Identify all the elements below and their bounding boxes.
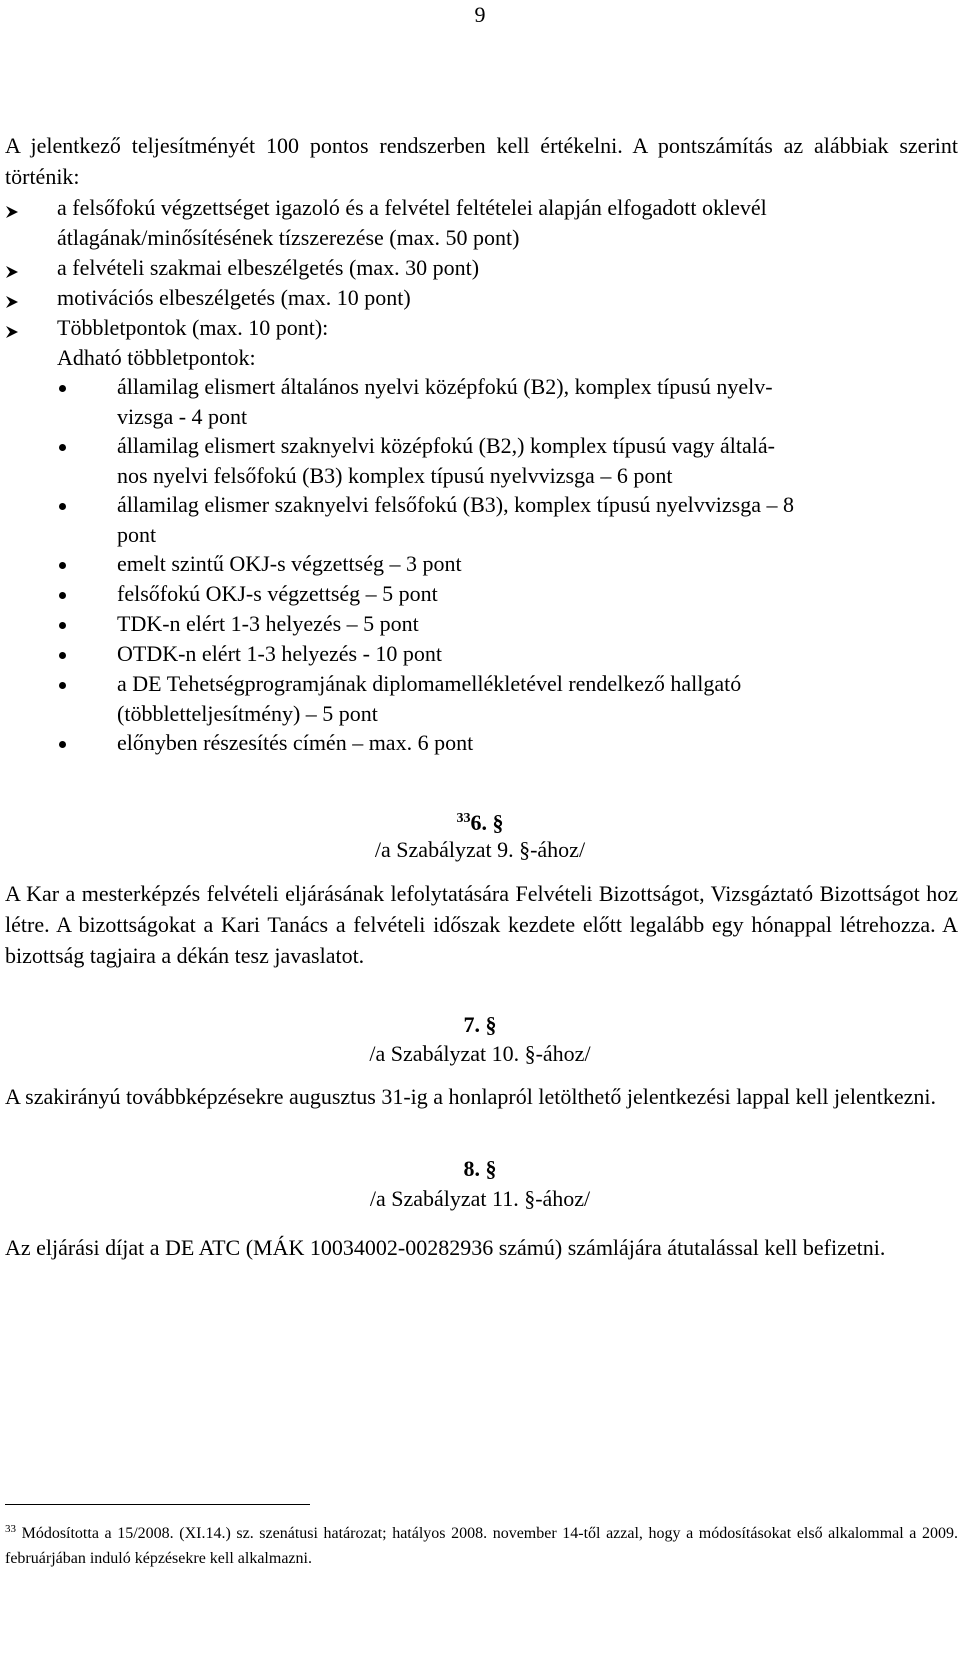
page-number: 9 (474, 2, 486, 27)
extra-line: emelt szintű OKJ-s végzettség – 3 pont (117, 551, 462, 576)
bullet-dot-icon (59, 652, 66, 659)
extra-line: államilag elismer szaknyelvi felsőfokú (B3), komplex típusú nyelvvizsga – 8 (117, 492, 794, 517)
arrow-bullet-icon (5, 205, 19, 219)
extra-line: felsőfokú OKJ-s végzettség – 5 pont (117, 581, 438, 606)
extra-points-heading: Adható többletpontok: (57, 345, 256, 370)
section-reference: /a Szabályzat 9. §-ához/ (374, 837, 586, 862)
extra-line: államilag elismert általános nyelvi középfokú (B2), komplex típusú nyelv- (117, 374, 773, 399)
section-paragraph: A szakirányú továbbképzésekre augusztus 31-ig a honlapról letölthető jelentkezési lappal kell jelentkezni. (5, 1084, 937, 1109)
section-number: 8. § (463, 1156, 497, 1181)
section-number: $^{33}$6. § (456, 810, 504, 835)
section-number: 7. § (463, 1012, 497, 1037)
section-paragraph: A Kar a mesterképzés felvételi eljárásának lefolytatására Felvételi Bizottságot, Vizsgáztató Bizottságot hoz létre. A bizottságokat a Kari Tanács a felvételi időszak kezdete előtt legalább egy hónappal létrehozza. A bizottság tagjaira a dékán tesz javaslatot. (5, 881, 958, 968)
extra-line: pont (117, 522, 157, 547)
bullet-dot-icon (59, 622, 66, 629)
extra-line: vizsga - 4 pont (117, 404, 248, 429)
footnote-text: Módosította a 15/2008. (XI.14.) sz. szenátusi határozat; hatályos 2008. november 14-től azzal, hogy a módosításokat első alkalommal a 2009. februárjában induló képzésekre kell alkalmazni. (5, 1525, 958, 1567)
section-reference: /a Szabályzat 10. §-ához/ (369, 1041, 591, 1066)
criterion-line: motivációs elbeszélgetés (max. 10 pont) (57, 285, 411, 310)
extra-line: államilag elismert szaknyelvi középfokú (B2,) komplex típusú vagy általá- (117, 433, 775, 458)
arrow-bullet-icon (5, 265, 19, 279)
extra-line: a DE Tehetségprogramjának diplomamellékletével rendelkező hallgató (117, 671, 742, 696)
extra-line: TDK-n elért 1-3 helyezés – 5 pont (117, 611, 419, 636)
bullet-dot-icon (59, 562, 66, 569)
intro-paragraph: A jelentkező teljesítményét 100 pontos rendszerben kell értékelni. A pontszámítás az alábbiak szerint történik: (5, 133, 958, 189)
criterion-line: Többletpontok (max. 10 pont): (57, 315, 329, 340)
section-paragraph: Az eljárási díjat a DE ATC (MÁK 10034002-00282936 számú) számlájára átutalással kell befizetni. (5, 1235, 886, 1260)
arrow-bullet-icon (5, 295, 19, 309)
section-reference: /a Szabályzat 11. §-ához/ (369, 1186, 591, 1211)
criterion-line: a felsőfokú végzettséget igazoló és a felvétel feltételei alapján elfogadott oklevél (57, 195, 767, 220)
bullet-dot-icon (59, 444, 66, 451)
extra-line: előnyben részesítés címén – max. 6 pont (117, 730, 474, 755)
footnote-ref: 33 (456, 811, 471, 826)
footnote-separator (5, 1504, 310, 1505)
bullet-dot-icon (59, 741, 66, 748)
bullet-dot-icon (59, 385, 66, 392)
arrow-bullet-icon (5, 325, 19, 339)
bullet-dot-icon (59, 592, 66, 599)
footnote (5, 1517, 958, 1571)
extra-line: nos nyelvi felsőfokú (B3) komplex típusú nyelvvizsga – 6 pont (117, 463, 673, 488)
extra-line: OTDK-n elért 1-3 helyezés - 10 pont (117, 641, 443, 666)
criterion-line: a felvételi szakmai elbeszélgetés (max. 30 pont) (57, 255, 480, 280)
criterion-line: átlagának/minősítésének tízszerezése (max. 50 pont) (57, 225, 520, 250)
bullet-dot-icon (59, 682, 66, 689)
bullet-dot-icon (59, 503, 66, 510)
footnote-number: 33 (5, 1523, 16, 1535)
extra-line: (többletteljesítmény) – 5 pont (117, 701, 378, 726)
